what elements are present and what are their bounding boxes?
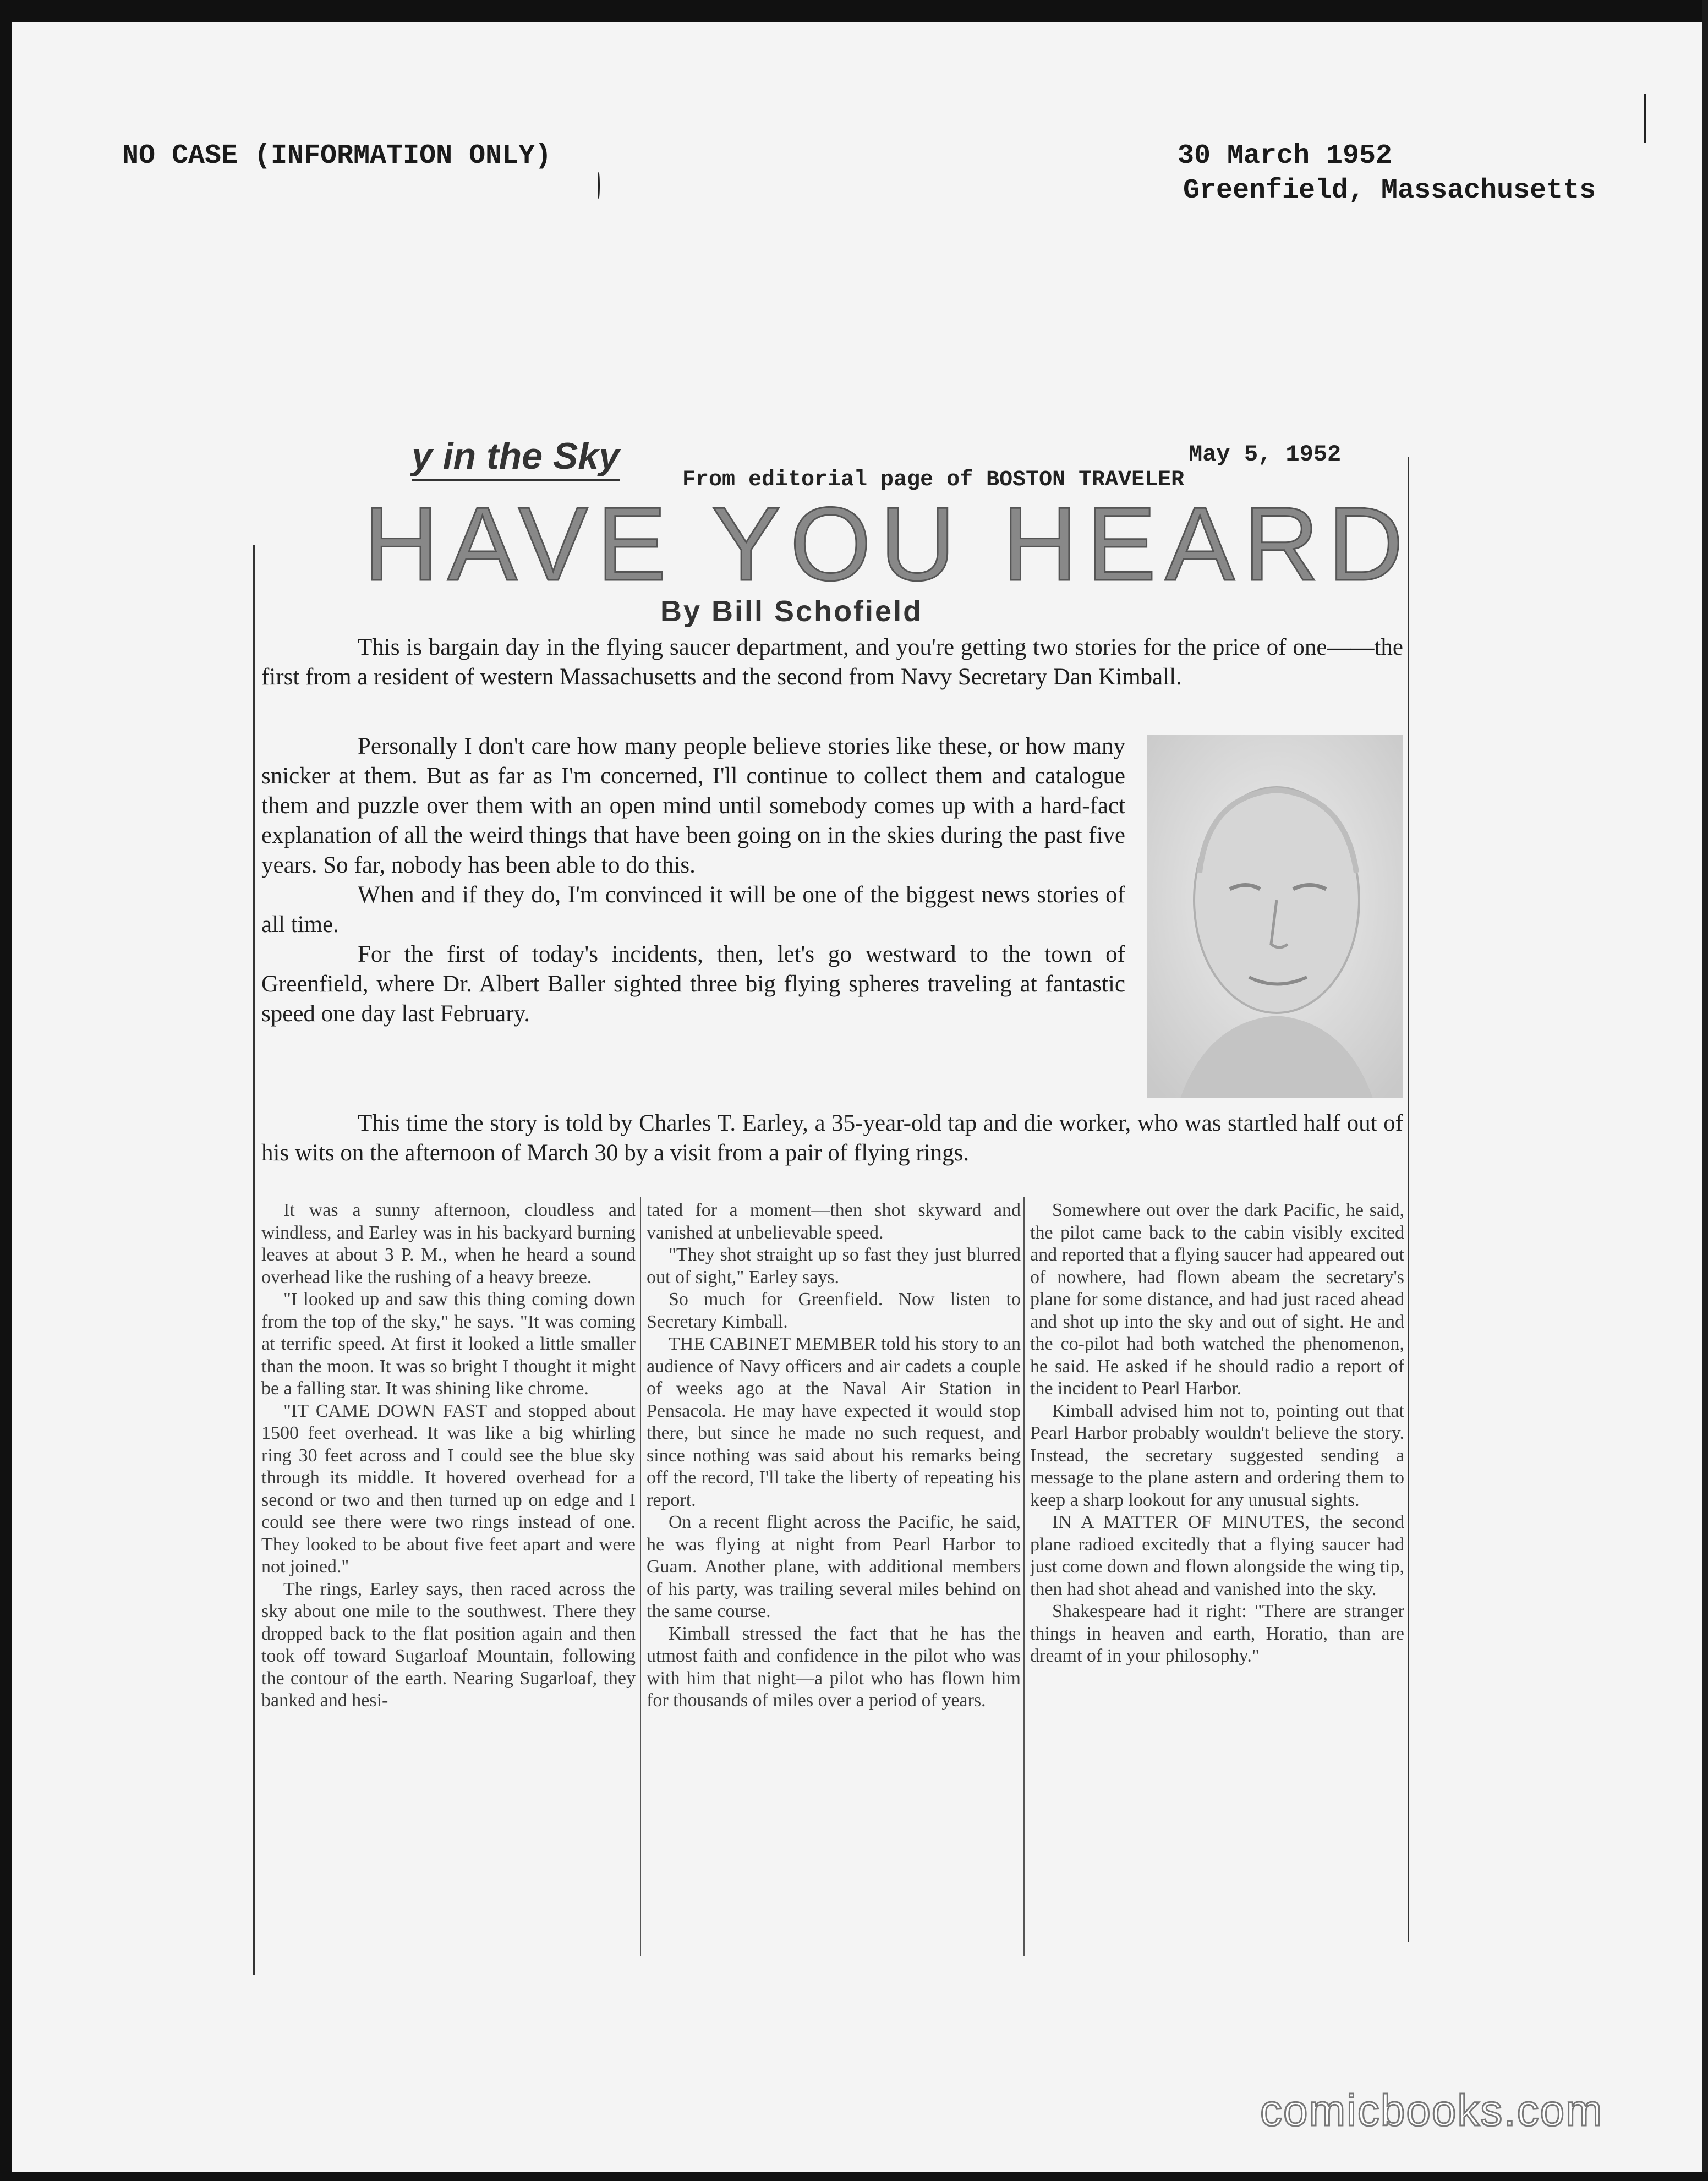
paragraph: Kimball stressed the fact that he has the utmost faith and confidence in the pilot who was with him that night—a pilot who has flown him for thousands of miles over a period of years.	[647, 1623, 1021, 1711]
paragraph: On a recent flight across the Pacific, he said, he was flying at night from Pearl Harbor to Guam. Another plane, with additional members of his party, was trailing several miles behind on the same course.	[647, 1512, 1021, 1621]
paragraph: Personally I don't care how many people believe stories like these, or how many snicker at them. But as far as I'm concerned, I'll continue to collect them and catalogue them and puzzle over them with an open mind until somebody comes up with a hard-fact explanation of all the weird things that have been going on in the skies during the past five years. So far, nobody has been able to do this.	[261, 733, 1125, 878]
editorial-source-note: From editorial page of BOSTON TRAVELER	[682, 468, 1185, 492]
paragraph: Somewhere out over the dark Pacific, he said, the pilot came back to the cabin visibly excited and reported that a flying saucer had appeared out of nowhere, had flown abeam the secretary's plane for some distance, and had just raced ahead and shot up into the sky and out of sight. He and the co-pilot had both watched the phenomenon, he said. He asked if he should radio a report of the incident to Pearl Harbor.	[1030, 1200, 1404, 1399]
lead-narrow-block	[261, 732, 1125, 1029]
paragraph: So much for Greenfield. Now listen to Secretary Kimball.	[647, 1289, 1021, 1332]
byline: By Bill Schofield	[660, 595, 923, 628]
column-divider	[640, 1197, 641, 1956]
case-line: NO CASE (INFORMATION ONLY)	[122, 140, 552, 172]
watermark: comicbooks.com	[1260, 2086, 1603, 2135]
lead-paragraph: This is bargain day in the flying saucer department, and you're getting two stories for the price of one——the first from a resident of western Massachusetts and the second from Navy Secretary Dan Kimball.	[261, 634, 1403, 690]
scan-top-edge	[0, 0, 1708, 22]
edge-mark	[1644, 94, 1646, 143]
article-column-2	[647, 1199, 1021, 1712]
paper-mark	[598, 172, 600, 199]
report-date: 30 March 1952	[1178, 140, 1393, 172]
author-photo	[1147, 735, 1403, 1098]
paragraph: THE CABINET MEMBER told his story to an audience of Navy officers and air cadets a couple of weeks ago at the Naval Air Station in Pensacola. He may have expected it would stop there, but since he made no such request, and since nothing was said about his remarks being off the record, I'll take the liberty of repeating his report.	[647, 1334, 1021, 1510]
paragraph: tated for a moment—then shot skyward and vanished at unbelievable speed.	[647, 1200, 1021, 1243]
newspaper-clipping	[253, 424, 1413, 1975]
stamp-date: May 5, 1952	[1189, 441, 1342, 468]
scan-left-edge	[0, 0, 12, 2181]
paragraph: For the first of today's incidents, then, let's go westward to the town of Greenfield, where Dr. Albert Baller sighted three big flying spheres traveling at fantastic speed one day last February.	[261, 941, 1125, 1027]
paragraph: "They shot straight up so fast they just blurred out of sight," Earley says.	[647, 1245, 1021, 1287]
column-divider	[1023, 1197, 1025, 1956]
paragraph: The rings, Earley says, then raced across the sky about one mile to the southwest. There they dropped back to the flat position again and then took off toward Sugarloaf Mountain, following the contour of the earth. Nearing Sugarloaf, they banked and hesi-	[261, 1579, 636, 1711]
paragraph: "I looked up and saw this thing coming down from the top of the sky," he says. "It was coming at terrific speed. At first it looked a little smaller than the moon. It was so bright I thought it might be a falling star. It was shining like chrome.	[261, 1289, 636, 1399]
clipping-right-edge	[1408, 457, 1409, 1942]
paragraph: It was a sunny afternoon, cloudless and windless, and Earley was in his backyard burning leaves at about 3 P. M., when he heard a sound overhead like the rushing of a heavy breeze.	[261, 1200, 636, 1287]
section-title: y in the Sky	[412, 435, 620, 481]
paragraph: IN A MATTER OF MINUTES, the second plane radioed excitedly that a flying saucer had just come down and flown alongside the wing tip, then had shot ahead and vanished into the sky.	[1030, 1512, 1404, 1599]
paragraph: When and if they do, I'm convinced it will be one of the biggest news stories of all time.	[261, 882, 1125, 938]
scan-bottom-edge	[0, 2172, 1708, 2181]
paragraph: Kimball advised him not to, pointing out that Pearl Harbor probably wouldn't believe the story. Instead, the secretary suggested sending a message to the plane astern and ordering them to keep a sharp lookout for any unusual sights.	[1030, 1400, 1404, 1510]
scan-right-edge	[1702, 0, 1708, 2181]
report-location: Greenfield, Massachusetts	[1183, 175, 1596, 206]
lead-paragraph-2: This time the story is told by Charles T. Earley, a 35-year-old tap and die worker, who was startled half out of his wits on the afternoon of March 30 by a visit from a pair of flying rings.	[261, 1110, 1403, 1166]
headline: HAVE YOU HEARD	[363, 486, 1413, 602]
clipping-left-edge	[253, 545, 255, 1975]
article-column-3	[1030, 1199, 1404, 1668]
portrait-image	[1147, 735, 1403, 1098]
paragraph: "IT CAME DOWN FAST and stopped about 1500 feet overhead. It was like a big whirling ring 30 feet across and I could see the blue sky through its middle. It hovered overhead for a second or two and then turned up on edge and I could see there were two rings instead of one. They looked to be about five feet apart and were not joined."	[261, 1400, 636, 1577]
paragraph: Shakespeare had it right: "There are stranger things in heaven and earth, Horatio, than are dreamt of in your philosophy."	[1030, 1601, 1404, 1666]
article-column-1	[261, 1199, 636, 1712]
